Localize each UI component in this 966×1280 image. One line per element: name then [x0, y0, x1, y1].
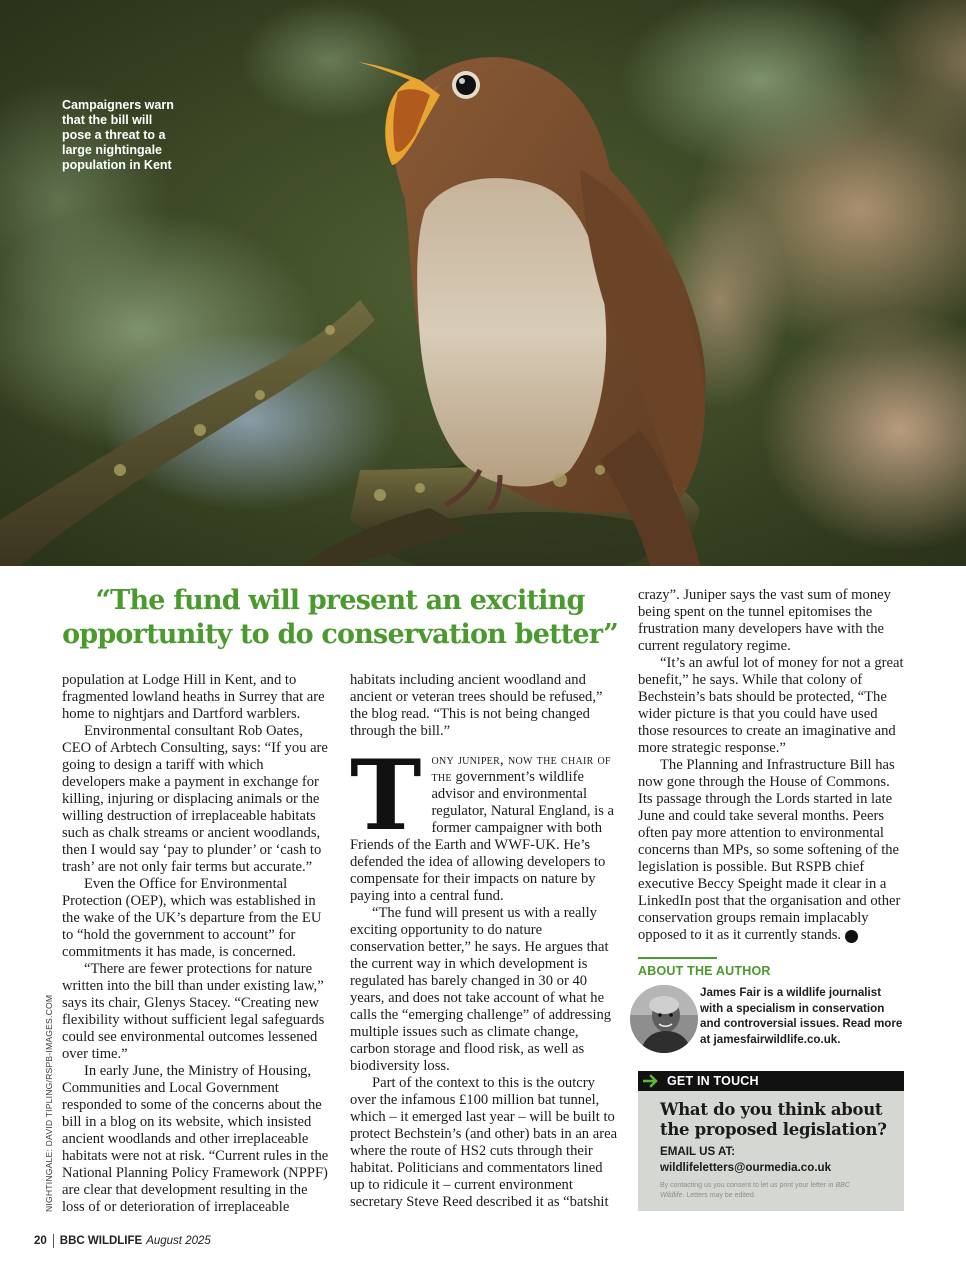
- small-caps-lead: ony juniper, now the chair of the: [431, 752, 611, 785]
- get-in-touch-box: [638, 1071, 904, 1211]
- get-in-touch-label: GET IN TOUCH: [667, 1074, 759, 1088]
- photo-caption: Campaigners warn that the bill will pose a threat to a large nightingale population in Kent: [62, 98, 174, 172]
- paragraph: [638, 757, 906, 944]
- consent-prefix: By contacting us you consent to let us print your letter in: [660, 1182, 836, 1189]
- author-avatar: [630, 985, 698, 1053]
- paragraph: Even the Office for Environmental Protection (OEP), which was established in the wake of the UK’s departure from the EU to “hold the government to account” for commitments it has made, is concerned.: [62, 876, 322, 960]
- article-column-2: [350, 672, 618, 1211]
- consent-suffix: . Letters may be edited.: [682, 1191, 756, 1199]
- article-column-1: [62, 672, 330, 1216]
- nightingale-photo: [0, 0, 966, 566]
- consent-magazine: BBC Wildlife: [660, 1182, 850, 1199]
- arrow-right-icon: [643, 1074, 659, 1088]
- consent-note: [660, 1181, 860, 1200]
- author-heading: ABOUT THE AUTHOR: [638, 964, 771, 978]
- paragraph: Environmental consultant Rob Oates, CEO of Arbtech Consulting, says: “If you are going to design a tariff with which developers make a payment in exchange for killing, injuring or displacing animals or the willing destruction of irreplaceable habitats such as chalk streams or ancient woodlands, then I would say ‘pay to plunder’ or ‘cash to trash’ are not only fair terms but accurate.”: [62, 723, 328, 875]
- paragraph: Part of the context to this is the outcry over the infamous £100 million bat tunnel, which – it emerged last year – will be built to protect Bechstein’s (and other) bats in an area where the route of HS2 cuts through their habitat. Politicians and commentators lined up to ridicule it – current environment secretary Steve Reed described it as “batshit: [350, 1075, 618, 1210]
- paragraph: population at Lodge Hill in Kent, and to fragmented lowland heaths in Surrey that are home to nightjars and Dartford warblers.: [62, 672, 325, 722]
- email-link[interactable]: wildlifeletters@ourmedia.co.uk: [660, 1161, 832, 1174]
- dropcap-paragraph: [350, 739, 618, 905]
- paragraph-text: The Planning and Infrastructure Bill has now gone through the House of Commons. Its passage through the Lords started in late June and could take several months. Peers often pay more attention to environmental concerns than MPs, so some softening of the legislation is possible. But RSPB chief executive Beccy Speight made it clear in a LinkedIn post that the organisation and other conservation groups remain implacably opposed to it as it currently stands.: [638, 757, 901, 943]
- photo-credit: NIGHTINGALE: DAVID TIPLING/RSPB-IMAGES.COM: [44, 994, 54, 1212]
- page-footer: [34, 1234, 211, 1248]
- drop-cap: T: [350, 739, 422, 852]
- paragraph: crazy”. Juniper says the vast sum of money being spent on the tunnel epitomises the frustration many developers have with the current regulatory regime.: [638, 587, 891, 654]
- issue-date: August 2025: [146, 1235, 211, 1247]
- magazine-name: BBC WILDLIFE: [59, 1235, 143, 1247]
- article-column-3: [638, 587, 906, 944]
- paragraph: habitats including ancient woodland and ancient or veteran trees should be refused,” the blog read. “This is not being changed through the bill.”: [350, 672, 603, 739]
- paragraph: “The fund will present us with a really exciting opportunity to do nature conservation better,” he says. He argues that the current way in which development is regulated has barely changed in 30 or 40 years, and does not take account of what he calls the “emerging challenge” of addressing multiple issues such as climate change, carbon storage and flood risk, as well as biodiversity loss.: [350, 905, 612, 1074]
- paragraph: In early June, the Ministry of Housing, Communities and Local Government responded to some of the concerns about the bill in a blog on its website, which insisted ancient woodlands and other irreplaceable habitats were not at risk. “Current rules in the National Planning Policy Framework (NPPF) are clear that development resulting in the loss of or deterioration of irreplaceable: [62, 1063, 329, 1215]
- end-mark-icon: W: [845, 930, 858, 943]
- touch-question: What do you think about the proposed legislation?: [660, 1100, 887, 1139]
- email-label: EMAIL US AT:: [660, 1145, 736, 1158]
- pull-quote: “The fund will present an exciting opportunity to do conservation better”: [62, 585, 618, 650]
- page-number: 20: [34, 1235, 47, 1247]
- get-in-touch-bar: [638, 1071, 904, 1091]
- paragraph-rest: government’s wildlife advisor and environmental regulator, Natural England, is a former campaigner with both Friends of the Earth and WWF-UK. He’s defended the idea of allowing developers to compensate for their impacts on nature by paying into a central fund.: [350, 769, 615, 904]
- footer-divider: [53, 1234, 54, 1248]
- author-bio: James Fair is a wildlife journalist with a specialism in conservation and controversial issues. Read more at jamesfairwildlife.co.uk.: [700, 986, 903, 1046]
- author-divider: [638, 957, 717, 959]
- paragraph: “It’s an awful lot of money for not a great benefit,” he says. While that colony of Bechstein’s bats should be protected, “The wider picture is that you could have used those resources to create an imaginative and more strategic response.”: [638, 655, 904, 756]
- paragraph: “There are fewer protections for nature written into the bill than under existing law,” says its chair, Glenys Stacey. “Creating new flexibility without sufficient legal safeguards could see environmental outcomes lessened over time.”: [62, 961, 325, 1062]
